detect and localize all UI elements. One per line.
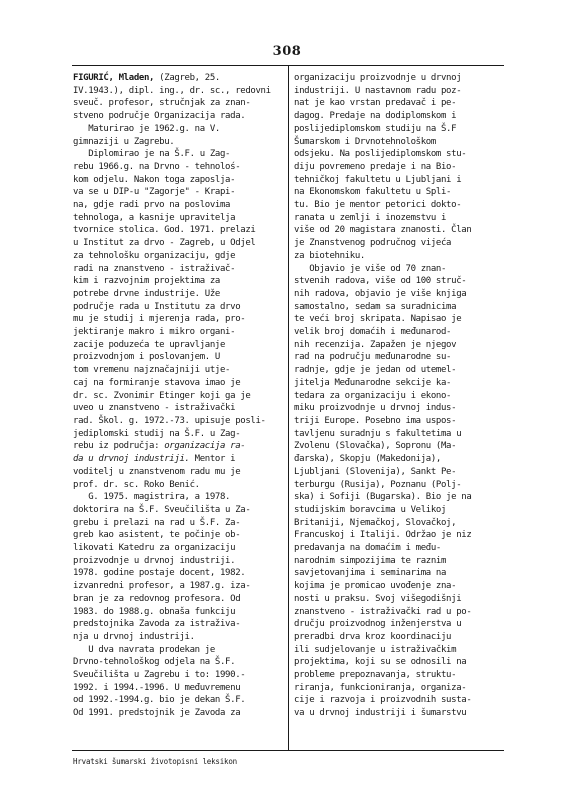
text-line	[294, 529, 506, 542]
text-segment: va se u DIP-u "Zagorje" - Krapi-	[73, 187, 236, 198]
text-segment: Sveučilišta u Zagrebu i to: 1990.-	[73, 670, 246, 681]
text-line	[294, 542, 506, 555]
text-line	[73, 136, 285, 149]
text-segment: gimnaziji u Zagrebu.	[73, 136, 175, 147]
footer-text: Hrvatski šumarski životopisni leksikon	[73, 757, 237, 766]
text-line	[73, 542, 285, 555]
text-segment: dr. sc. Zvonimir Etinger koji ga je	[73, 390, 251, 401]
text-line	[294, 656, 506, 669]
text-line	[73, 110, 285, 123]
text-line	[294, 606, 506, 619]
text-segment: tavljenu suradnju s fakultetima u	[294, 428, 462, 439]
text-segment: IV.1943.), dipl. ing., dr. sc., redovni	[73, 85, 271, 96]
text-line	[294, 377, 506, 390]
text-segment: dagog. Predaje na dodiplomskom i	[294, 111, 457, 122]
text-segment: rebu 1966.g. na Drvno - tehnoloś-	[73, 161, 241, 172]
text-segment: 1978. godine postaje docent, 1982.	[73, 568, 246, 579]
text-line	[73, 148, 285, 161]
text-segment: nja u drvnoj industriji.	[73, 631, 195, 642]
text-segment: predstojnika Zavoda za istraživa-	[73, 619, 241, 630]
text-segment: za tehnološku organizaciju, gdje	[73, 250, 236, 261]
text-segment: je Znanstvenog područnog vijeća	[294, 238, 452, 249]
text-line	[294, 199, 506, 212]
text-line	[73, 517, 285, 530]
text-segment: Britaniji, Njemačkoj, Slovačkoj,	[294, 517, 457, 528]
text-segment: dručju proizvodnog inženjerstva u	[294, 619, 462, 630]
text-segment: kim i razvojnim projektima za	[73, 276, 220, 287]
text-segment: područje rada u Institutu za drvo	[73, 301, 241, 312]
text-segment: Od 1991. predstojnik je Zavoda za	[73, 708, 241, 719]
text-segment: u Institut za drvo - Zagreb, u Odjel	[73, 238, 256, 249]
text-line	[73, 644, 285, 657]
text-line	[73, 313, 285, 326]
text-segment: velik broj domaćih i međunarod-	[294, 327, 452, 338]
text-line	[294, 364, 506, 377]
text-segment: U dva navrata prodekan je	[73, 644, 215, 655]
text-segment: preradbi drva kroz koordinaciju	[294, 631, 452, 642]
left-column	[73, 72, 285, 720]
text-segment: voditelj u znanstvenom radu mu je	[73, 466, 241, 477]
text-line	[294, 453, 506, 466]
text-line	[294, 174, 506, 187]
text-line	[73, 656, 285, 669]
text-line	[73, 479, 285, 492]
text-segment: Diplomirao je na Š.F. u Zag-	[73, 149, 231, 160]
text-segment: nih radova, objavio je više knjiga	[294, 288, 467, 299]
text-segment: za biotehniku.	[294, 250, 365, 261]
text-line	[294, 72, 506, 85]
text-segment: likovati Katedru za organizaciju	[73, 543, 236, 554]
text-segment: poslijediplomskom studiju na Š.F	[294, 123, 457, 134]
text-line	[73, 491, 285, 504]
text-line	[73, 339, 285, 352]
text-segment: tehničkoj fakultetu u Ljubljani i	[294, 174, 462, 185]
text-line	[294, 682, 506, 695]
text-segment: jektiranje makro i mikro organi-	[73, 327, 236, 338]
text-segment: prof. dr. sc. Roko Benić.	[73, 479, 200, 490]
text-segment: kojima je promicao uvođenje zna-	[294, 581, 457, 592]
text-line	[294, 631, 506, 644]
text-line	[294, 224, 506, 237]
text-line	[294, 263, 506, 276]
text-line	[294, 301, 506, 314]
text-line	[73, 453, 285, 466]
text-segment: doktorira na Š.F. Sveučilišta u Za-	[73, 504, 251, 515]
text-line	[73, 301, 285, 314]
text-line	[73, 415, 285, 428]
entry-headword: FIGURIĆ, Mladen,	[73, 73, 155, 83]
text-line	[294, 339, 506, 352]
text-segment: projektima, koji su se odnosili na	[294, 657, 467, 668]
text-line	[73, 529, 285, 542]
text-line	[294, 669, 506, 682]
text-segment: zacije poduzeća te upravljanje	[73, 339, 226, 350]
text-segment: nosti u praksu. Svoj višegodišnji	[294, 593, 462, 604]
text-line	[73, 186, 285, 199]
text-line	[294, 580, 506, 593]
text-line	[73, 466, 285, 479]
text-line	[73, 402, 285, 415]
text-segment: radnje, gdje je jedan od utemel-	[294, 365, 457, 376]
text-line	[294, 555, 506, 568]
text-segment: proizvodnjom i poslovanjem. U	[73, 352, 220, 363]
text-segment: potrebe drvne industrije. Uže	[73, 288, 220, 299]
text-line	[73, 199, 285, 212]
text-segment: va u drvnoj industriji i šumarstvu	[294, 708, 467, 719]
text-segment: samostalno, sedam sa suradnicima	[294, 301, 457, 312]
page-number: 308	[272, 44, 302, 59]
text-line	[294, 161, 506, 174]
text-line	[73, 377, 285, 390]
text-segment: tedara za organizaciju i ekono-	[294, 390, 452, 401]
text-line	[73, 250, 285, 263]
text-segment: stvenih radova, više od 100 struč-	[294, 276, 467, 287]
text-line	[294, 110, 506, 123]
text-line	[73, 428, 285, 441]
text-line	[294, 491, 506, 504]
text-line	[294, 148, 506, 161]
text-line	[294, 136, 506, 149]
text-segment: izvanredni profesor, a 1987.g. iza-	[73, 581, 251, 592]
text-segment: stveno područje Organizacija rada.	[73, 111, 246, 122]
text-line	[294, 694, 506, 707]
text-line	[73, 288, 285, 301]
text-line	[73, 174, 285, 187]
text-segment: G. 1975. magistrira, a 1978.	[73, 492, 231, 503]
text-segment: kom odjelu. Nakon toga zaposlja-	[73, 174, 236, 185]
text-line	[73, 212, 285, 225]
text-segment: industriji. U nastavnom radu poz-	[294, 85, 462, 96]
text-segment: nat je kao vrstan predavač i pe-	[294, 98, 457, 109]
text-segment: rebu iz područja:	[73, 441, 165, 452]
text-line	[73, 224, 285, 237]
text-segment: 1992. i 1994.-1996. U međuvremenu	[73, 682, 241, 693]
text-line	[73, 555, 285, 568]
text-line	[73, 390, 285, 403]
text-segment: nih recenzija. Zapažen je njegov	[294, 339, 457, 350]
text-segment: predavanja na domaćim i među-	[294, 543, 441, 554]
text-segment: grebu i prelazi na rad u Š.F. Za-	[73, 517, 241, 528]
text-segment: jediplomski studij na Š.F. u Zag-	[73, 428, 241, 439]
text-segment: organizaciju proizvodnje u drvnoj	[294, 73, 462, 83]
text-line	[73, 618, 285, 631]
text-segment: Zvolenu (Slovačka), Sopronu (Ma-	[294, 441, 457, 452]
text-segment: đarska), Skopju (Makedonija),	[294, 454, 441, 465]
text-segment: 1983. do 1988.g. obnaša funkciju	[73, 606, 236, 617]
text-segment: tehnologa, a kasnije upravitelja	[73, 212, 236, 223]
text-segment: Drvno-tehnološkog odjela na Š.F.	[73, 657, 236, 668]
text-segment: tu. Bio je mentor petorici dokto-	[294, 200, 462, 211]
text-line	[73, 351, 285, 364]
text-line	[294, 428, 506, 441]
text-segment: jitelja Međunarodne sekcije ka-	[294, 377, 452, 388]
text-segment: studijskim boravcima u Velikoj	[294, 504, 447, 515]
italic-text: organizacija ra-	[164, 441, 246, 452]
text-line	[294, 351, 506, 364]
text-line	[294, 288, 506, 301]
text-segment: ili sudjelovanje u istraživačkim	[294, 644, 457, 655]
text-segment: ska) i Sofiji (Bugarska). Bio je na	[294, 492, 472, 503]
text-line	[73, 504, 285, 517]
text-segment: probleme prepoznavanja, struktu-	[294, 670, 457, 681]
text-segment: više od 20 magistara znanosti. Član	[294, 225, 472, 236]
text-line	[294, 466, 506, 479]
text-segment: greb kao asistent, te počinje ob-	[73, 530, 241, 541]
text-line	[294, 313, 506, 326]
text-segment: Francuskoj i Italiji. Održao je niz	[294, 530, 472, 541]
text-line	[294, 85, 506, 98]
text-segment: terburgu (Rusija), Poznanu (Polj-	[294, 479, 462, 490]
text-line	[294, 479, 506, 492]
text-segment: tvornice stolica. God. 1971. prelazi	[73, 225, 256, 236]
text-line	[73, 440, 285, 453]
text-line	[294, 402, 506, 415]
text-segment: proizvodnje u drvnoj industriji.	[73, 555, 236, 566]
text-segment: Mentor i	[189, 454, 236, 465]
text-line	[294, 415, 506, 428]
text-line	[294, 212, 506, 225]
text-line	[73, 275, 285, 288]
text-line	[73, 606, 285, 619]
text-line	[294, 593, 506, 606]
text-segment: triji Europe. Posebno ima uspos-	[294, 415, 457, 426]
text-line	[73, 707, 285, 720]
text-line	[294, 326, 506, 339]
column-divider	[288, 66, 289, 750]
text-segment: Šumarskom i Drvnotehnološkom	[294, 136, 436, 147]
text-line	[294, 237, 506, 250]
text-line	[294, 567, 506, 580]
footer-rule	[72, 750, 504, 751]
text-line	[294, 707, 506, 720]
text-line	[73, 694, 285, 707]
text-line	[73, 567, 285, 580]
text-segment: savjetovanjima i seminarima na	[294, 568, 447, 579]
right-column	[294, 72, 506, 720]
text-segment: ranata u zemlji i inozemstvu i	[294, 212, 447, 223]
text-segment: Ljubljani (Slovenija), Sankt Pe-	[294, 466, 457, 477]
text-line	[73, 161, 285, 174]
text-line	[294, 390, 506, 403]
text-line	[73, 72, 285, 85]
text-segment: na Ekonomskom fakultetu u Spli-	[294, 187, 452, 198]
text-segment: rad na području međunarodne su-	[294, 352, 452, 363]
text-line	[294, 504, 506, 517]
text-line	[73, 85, 285, 98]
text-line	[294, 440, 506, 453]
text-segment: tom vremenu najznačajniji utje-	[73, 365, 231, 376]
text-segment: caj na formiranje stavova imao je	[73, 377, 241, 388]
text-segment: radi na znanstveno - istraživač-	[73, 263, 236, 274]
text-segment: riranja, funkcioniranja, organiza-	[294, 682, 467, 693]
text-line	[73, 682, 285, 695]
text-segment: miku proizvodnje u drvnoj indus-	[294, 403, 457, 414]
text-line	[73, 97, 285, 110]
italic-text: da u drvnoj industriji.	[73, 454, 190, 465]
text-segment: bran je za redovnog profesora. Od	[73, 593, 241, 604]
text-line	[73, 263, 285, 276]
text-line	[73, 123, 285, 136]
text-line	[73, 593, 285, 606]
text-line	[73, 364, 285, 377]
text-line	[294, 97, 506, 110]
text-segment: na, gdje radi prvo na poslovima	[73, 200, 231, 211]
text-line	[73, 669, 285, 682]
text-line	[73, 631, 285, 644]
text-line	[73, 326, 285, 339]
text-segment: cije i razvoja i proizvodnih susta-	[294, 695, 472, 706]
text-segment: od 1992.-1994.g. bio je dekan Š.F.	[73, 695, 246, 706]
text-line	[294, 618, 506, 631]
text-line	[294, 517, 506, 530]
text-line	[294, 644, 506, 657]
text-segment: odsjeku. Na poslijediplomskom stu-	[294, 149, 467, 160]
text-segment: (Zagreb, 25.	[154, 73, 220, 83]
text-line	[294, 186, 506, 199]
text-segment: uveo u znanstveno - istraživački	[73, 403, 236, 414]
text-segment: diju povremeno predaje i na Bio-	[294, 161, 457, 172]
text-segment: rad. Škol. g. 1972.-73. upisuje posli-	[73, 415, 266, 426]
text-segment: znanstveno - istraživački rad u po-	[294, 606, 472, 617]
text-line	[294, 123, 506, 136]
text-segment: mu je studij i mjerenja rada, pro-	[73, 314, 246, 325]
text-segment: Maturirao je 1962.g. na V.	[73, 123, 220, 134]
text-segment: sveuč. profesor, stručnjak za znan-	[73, 98, 251, 109]
text-segment: te veći broj skripata. Napisao je	[294, 314, 462, 325]
text-line	[294, 250, 506, 263]
text-segment: Objavio je više od 70 znan-	[294, 263, 447, 274]
text-line	[294, 275, 506, 288]
text-segment: narodnim simpozijima te raznim	[294, 555, 447, 566]
text-line	[73, 580, 285, 593]
text-line	[73, 237, 285, 250]
